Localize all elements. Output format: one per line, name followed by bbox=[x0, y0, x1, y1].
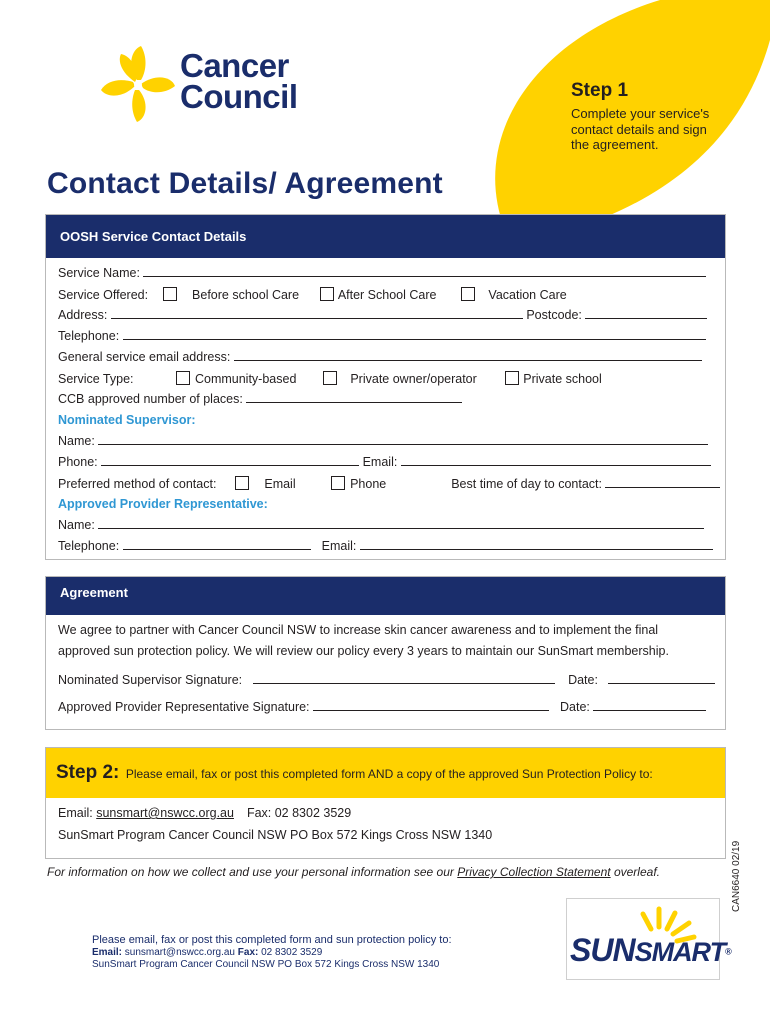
step2-email-label: Email: bbox=[58, 806, 93, 820]
provider-telephone-field[interactable] bbox=[123, 539, 311, 550]
supervisor-heading: Nominated Supervisor: bbox=[58, 413, 196, 427]
provider-name-field[interactable] bbox=[98, 518, 704, 529]
service-name-field[interactable] bbox=[143, 266, 706, 277]
agreement-section-header bbox=[46, 577, 725, 615]
cancer-council-flower-icon bbox=[97, 44, 179, 126]
step2-email-row bbox=[58, 806, 351, 820]
provider-signature-field[interactable] bbox=[313, 700, 549, 711]
page-title: Contact Details/ Agreement bbox=[47, 167, 443, 200]
provider-name-label: Name: bbox=[58, 518, 95, 532]
service-offered-label: Service Offered: bbox=[58, 288, 149, 302]
after-school-care-checkbox[interactable] bbox=[320, 287, 334, 301]
footer-fax-label: Fax: bbox=[237, 946, 259, 958]
supervisor-phone-field[interactable] bbox=[101, 455, 359, 466]
agreement-section bbox=[45, 576, 726, 730]
footer-line-1: Please email, fax or post this completed form and sun protection policy to: bbox=[92, 934, 452, 946]
provider-date-field[interactable] bbox=[593, 700, 706, 711]
address-label: Address: bbox=[58, 308, 108, 322]
contact-section-header bbox=[46, 215, 725, 258]
step2-post-address: SunSmart Program Cancer Council NSW PO Box 572 Kings Cross NSW 1340 bbox=[58, 828, 493, 842]
service-type-label: Service Type: bbox=[58, 372, 134, 386]
step1-title: Step 1 bbox=[571, 80, 629, 101]
agreement-section-title: Agreement bbox=[60, 585, 128, 600]
service-name-row bbox=[58, 266, 706, 280]
private-school-checkbox[interactable] bbox=[505, 371, 519, 385]
brand-wordmark bbox=[180, 47, 298, 115]
service-offered-row bbox=[58, 287, 567, 302]
footer-line-3: SunSmart Program Cancer Council NSW PO Box 572 Kings Cross NSW 1340 bbox=[92, 959, 440, 970]
service-type-row bbox=[58, 371, 602, 386]
footer-instructions bbox=[92, 934, 452, 972]
provider-email-label: Email: bbox=[321, 539, 357, 553]
private-owner-label: Private owner/operator bbox=[350, 372, 477, 386]
agreement-text-line-1: We agree to partner with Cancer Council NSW to increase skin cancer awareness and to implement the final bbox=[58, 623, 659, 637]
step2-fax: Fax: 02 8302 3529 bbox=[246, 806, 352, 820]
privacy-note-text: For information on how we collect and use your personal information see our bbox=[47, 865, 458, 879]
supervisor-phone-row bbox=[58, 455, 711, 469]
preferred-contact-row bbox=[58, 476, 720, 491]
telephone-label: Telephone: bbox=[58, 329, 120, 343]
vacation-care-label: Vacation Care bbox=[488, 288, 567, 302]
provider-email-field[interactable] bbox=[360, 539, 713, 550]
step2-title: Step 2: bbox=[56, 762, 120, 783]
general-email-label: General service email address: bbox=[58, 350, 231, 364]
address-field[interactable] bbox=[111, 308, 523, 319]
step2-email-link[interactable]: sunsmart@nswcc.org.au bbox=[96, 806, 234, 820]
supervisor-name-field[interactable] bbox=[98, 434, 708, 445]
postcode-label: Postcode: bbox=[526, 308, 582, 322]
footer-fax: 02 8302 3529 bbox=[261, 946, 323, 958]
contact-details-section bbox=[45, 214, 726, 560]
best-time-label: Best time of day to contact: bbox=[451, 477, 602, 491]
footer-email-label: Email: bbox=[92, 946, 123, 958]
community-based-label: Community-based bbox=[194, 372, 297, 386]
community-based-checkbox[interactable] bbox=[176, 371, 190, 385]
brand-line-2: Council bbox=[180, 78, 298, 115]
provider-contact-row bbox=[58, 539, 713, 553]
service-name-label: Service Name: bbox=[58, 266, 140, 280]
supervisor-phone-label: Phone: bbox=[58, 455, 98, 469]
supervisor-signature-field[interactable] bbox=[253, 673, 555, 684]
provider-name-row bbox=[58, 518, 704, 532]
sunsmart-logo bbox=[566, 898, 731, 980]
supervisor-email-field[interactable] bbox=[401, 455, 711, 466]
contact-phone-label: Phone bbox=[350, 477, 387, 491]
step2-section bbox=[45, 747, 726, 859]
step2-header bbox=[46, 748, 725, 798]
supervisor-email-label: Email: bbox=[362, 455, 398, 469]
before-school-care-label: Before school Care bbox=[192, 288, 300, 302]
general-email-row bbox=[58, 350, 702, 364]
provider-telephone-label: Telephone: bbox=[58, 539, 120, 553]
privacy-note-end: overleaf. bbox=[610, 865, 660, 879]
ccb-places-label: CCB approved number of places: bbox=[58, 392, 243, 406]
agreement-text-line-2: approved sun protection policy. We will review our policy every 3 years to maintain our SunSmart membership. bbox=[58, 644, 669, 658]
private-owner-checkbox[interactable] bbox=[323, 371, 337, 385]
supervisor-signature-label: Nominated Supervisor Signature: bbox=[58, 673, 243, 687]
step2-instruction: Please email, fax or post this completed form AND a copy of the approved Sun Protection Policy to: bbox=[125, 767, 653, 781]
contact-section-title: OOSH Service Contact Details bbox=[60, 229, 247, 244]
sunsmart-text-smart: SMART bbox=[634, 937, 726, 967]
provider-heading: Approved Provider Representative: bbox=[58, 497, 268, 511]
after-school-care-label: After School Care bbox=[337, 288, 437, 302]
ccb-places-field[interactable] bbox=[246, 392, 462, 403]
before-school-care-checkbox[interactable] bbox=[163, 287, 177, 301]
provider-date-label: Date: bbox=[560, 700, 590, 714]
supervisor-name-row bbox=[58, 434, 708, 448]
provider-signature-row bbox=[58, 700, 706, 714]
contact-email-label: Email bbox=[264, 477, 296, 491]
supervisor-signature-row bbox=[58, 673, 715, 687]
footer-line-2 bbox=[92, 947, 452, 960]
provider-signature-label: Approved Provider Representative Signature: bbox=[58, 700, 310, 714]
supervisor-date-label: Date: bbox=[568, 673, 598, 687]
supervisor-date-field[interactable] bbox=[608, 673, 715, 684]
ccb-places-row bbox=[58, 392, 462, 406]
registered-mark: ® bbox=[725, 946, 731, 957]
contact-phone-checkbox[interactable] bbox=[331, 476, 345, 490]
step1-instructions: Complete your service's contact details and sign the agreement. bbox=[571, 106, 710, 152]
telephone-field[interactable] bbox=[123, 329, 706, 340]
general-email-field[interactable] bbox=[234, 350, 702, 361]
document-code: CAN6640 02/19 bbox=[731, 840, 742, 912]
sunsmart-text-sun: SUN bbox=[570, 932, 635, 968]
telephone-row bbox=[58, 329, 706, 343]
privacy-statement-link[interactable]: Privacy Collection Statement bbox=[457, 865, 611, 879]
best-time-field[interactable] bbox=[605, 477, 720, 488]
footer-email: sunsmart@nswcc.org.au bbox=[124, 946, 235, 958]
contact-email-checkbox[interactable] bbox=[235, 476, 249, 490]
preferred-contact-label: Preferred method of contact: bbox=[58, 477, 217, 491]
address-row bbox=[58, 308, 707, 322]
sunsmart-wordmark bbox=[570, 932, 731, 969]
vacation-care-checkbox[interactable] bbox=[461, 287, 475, 301]
supervisor-name-label: Name: bbox=[58, 434, 95, 448]
postcode-field[interactable] bbox=[585, 308, 707, 319]
brand-line-1: Cancer bbox=[180, 47, 289, 84]
private-school-label: Private school bbox=[523, 372, 602, 386]
privacy-note bbox=[47, 865, 660, 879]
